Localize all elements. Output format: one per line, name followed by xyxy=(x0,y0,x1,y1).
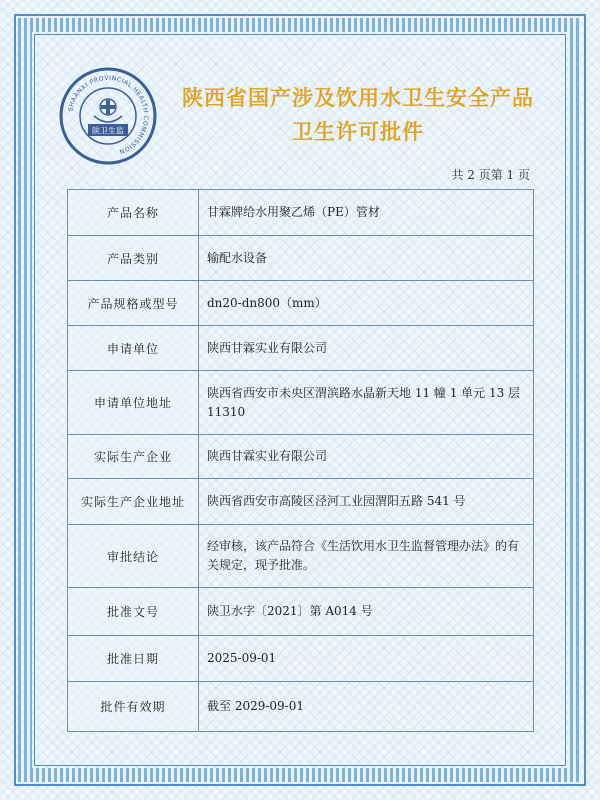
row-label: 产品规格或型号 xyxy=(68,281,199,326)
row-value: 陕西省西安市高陵区泾河工业园渭阳五路 541 号 xyxy=(199,479,534,525)
row-value: 2025-09-01 xyxy=(199,636,534,682)
table-row xyxy=(68,479,534,525)
emblem-icon xyxy=(94,99,122,122)
row-label: 产品名称 xyxy=(68,190,199,236)
row-value: 输配水设备 xyxy=(199,236,534,281)
table-row xyxy=(68,588,534,636)
table-row xyxy=(68,435,534,479)
table-row xyxy=(68,525,534,588)
row-label: 实际生产企业 xyxy=(68,435,199,479)
seal-inner-text: 陕卫生监 xyxy=(92,126,124,136)
row-value: 甘霖牌给水用聚乙烯（PE）管材 xyxy=(199,190,534,236)
certificate-title-line-1: 陕西省国产涉及饮用水卫生安全产品 xyxy=(182,86,534,110)
row-value: 陕西甘霖实业有限公司 xyxy=(199,326,534,371)
certificate-title-line-2: 卫生许可批件 xyxy=(292,120,424,144)
page-indicator: 共 2 页第 1 页 xyxy=(451,168,530,182)
row-value: 陕西甘霖实业有限公司 xyxy=(199,435,534,479)
row-value: 截至 2029-09-01 xyxy=(199,682,534,732)
table-row xyxy=(68,190,534,236)
table-row xyxy=(68,682,534,732)
row-label: 产品类别 xyxy=(68,236,199,281)
table-row xyxy=(68,636,534,682)
row-label: 批件有效期 xyxy=(68,682,199,732)
row-value: dn20-dn800（mm） xyxy=(199,281,534,326)
row-label: 实际生产企业地址 xyxy=(68,479,199,525)
row-value: 陕卫水字〔2021〕第 A014 号 xyxy=(199,588,534,636)
row-label: 申请单位地址 xyxy=(68,371,199,435)
row-label: 批准文号 xyxy=(68,588,199,636)
row-label: 申请单位 xyxy=(68,326,199,371)
official-seal-icon xyxy=(58,66,158,166)
seal-outer-text: SHAANXI PROVINCIAL HEALTH COMMISSION xyxy=(67,74,150,156)
row-value: 陕西省西安市未央区渭滨路水晶新天地 11 幢 1 单元 13 层 11310 xyxy=(199,371,534,435)
row-label: 批准日期 xyxy=(68,636,199,682)
table-row xyxy=(68,371,534,435)
row-label: 审批结论 xyxy=(68,525,199,588)
table-row xyxy=(68,236,534,281)
table-row xyxy=(68,326,534,371)
license-info-table xyxy=(67,189,534,732)
table-row xyxy=(68,281,534,326)
row-value: 经审核，该产品符合《生活饮用水卫生监督管理办法》的有关规定，现予批准。 xyxy=(199,525,534,588)
